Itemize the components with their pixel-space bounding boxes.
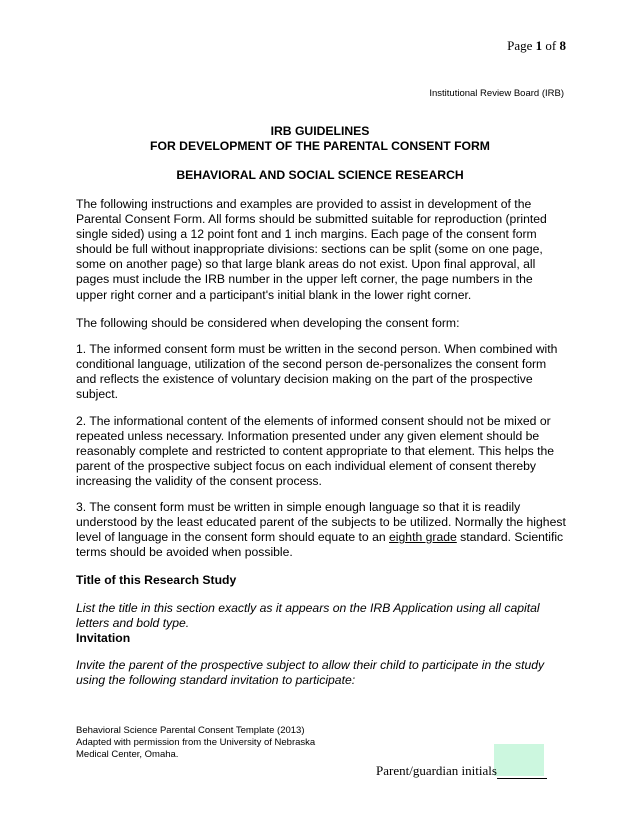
footer-line-2: Adapted with permission from the University of Nebraska <box>76 737 316 748</box>
initials-label: Parent/guardian initials <box>376 763 497 778</box>
page-number-current: 1 <box>535 38 543 53</box>
footer <box>76 725 315 761</box>
section-invitation-heading: Invitation <box>76 631 131 646</box>
considered-intro <box>76 316 566 331</box>
page-number-total: 8 <box>559 38 566 53</box>
section-title-instruction: List the title in this section exactly as it appears on the IRB Application using all capital letters and bold type. <box>76 601 540 631</box>
section-invitation-body <box>76 658 566 688</box>
section-title-heading: Title of this Research Study <box>76 573 237 587</box>
intro-text: The following instructions and examples are provided to assist in development of the Parental Consent Form. All forms should be submitted suitable for reproduction (printed single sided) using a 12 point font and 1 inch margins. Each page of the consent form should be full without inappropriate divisions: sections can be split (some on one page, some on another page) so that large blank areas do not exist. Upon final approval, all pages must include the IRB number in the upper left corner, the page numbers in the upper right corner and a participant's initial blank in the lower right corner. <box>76 197 547 302</box>
item-3-underlined: eighth grade <box>389 530 457 545</box>
page-number <box>507 38 566 54</box>
considered-intro-text: The following should be considered when developing the consent form: <box>76 316 460 330</box>
footer-line-1: Behavioral Science Parental Consent Template (2013) <box>76 725 305 736</box>
section-invitation-instruction: Invite the parent of the prospective subject to allow their child to participate in the study using the following standard invitation to participate: <box>76 658 545 688</box>
initials-field <box>376 763 547 779</box>
footer-line-3: Medical Center, Omaha. <box>76 749 179 760</box>
title-line-1: IRB GUIDELINES <box>270 124 370 138</box>
initials-blank[interactable] <box>497 764 547 779</box>
page-number-of: of <box>542 38 560 53</box>
section-title-body <box>76 601 566 646</box>
item-2-text: 2. The informational content of the elements of informed consent should not be mixed or repeated unless necessary. Information presented under any given element should be reasonably complete and restricted to content appropriate to that element. This helps the parent of the prospective subject focus on each individual element of consent thereby increasing the validity of the consent process. <box>76 414 555 489</box>
item-1 <box>76 342 566 402</box>
item-3 <box>76 500 566 560</box>
item-2 <box>76 414 566 489</box>
page-number-prefix: Page <box>507 38 536 53</box>
intro-paragraph <box>76 197 566 303</box>
irb-header: Institutional Review Board (IRB) <box>429 88 564 99</box>
item-3-part-2: standard. Scientific terms should be avoided when possible. <box>76 530 564 560</box>
document-subtitle: BEHAVIORAL AND SOCIAL SCIENCE RESEARCH <box>176 168 464 182</box>
title-line-2: FOR DEVELOPMENT OF THE PARENTAL CONSENT FORM <box>150 139 490 153</box>
item-1-text: 1. The informed consent form must be written in the second person. When combined with conditional language, utilization of the second person de-personalizes the consent form and reflects the existence of voluntary decision making on the part of the prospective subject. <box>76 342 558 402</box>
item-3-text <box>76 500 566 560</box>
item-3-part-1: 3. The consent form must be written in simple enough language so that it is readily understood by the least educated parent of the subjects to be utilized. Normally the highest level of language in the consent form should equate to an <box>76 500 566 545</box>
document-title <box>76 124 564 154</box>
